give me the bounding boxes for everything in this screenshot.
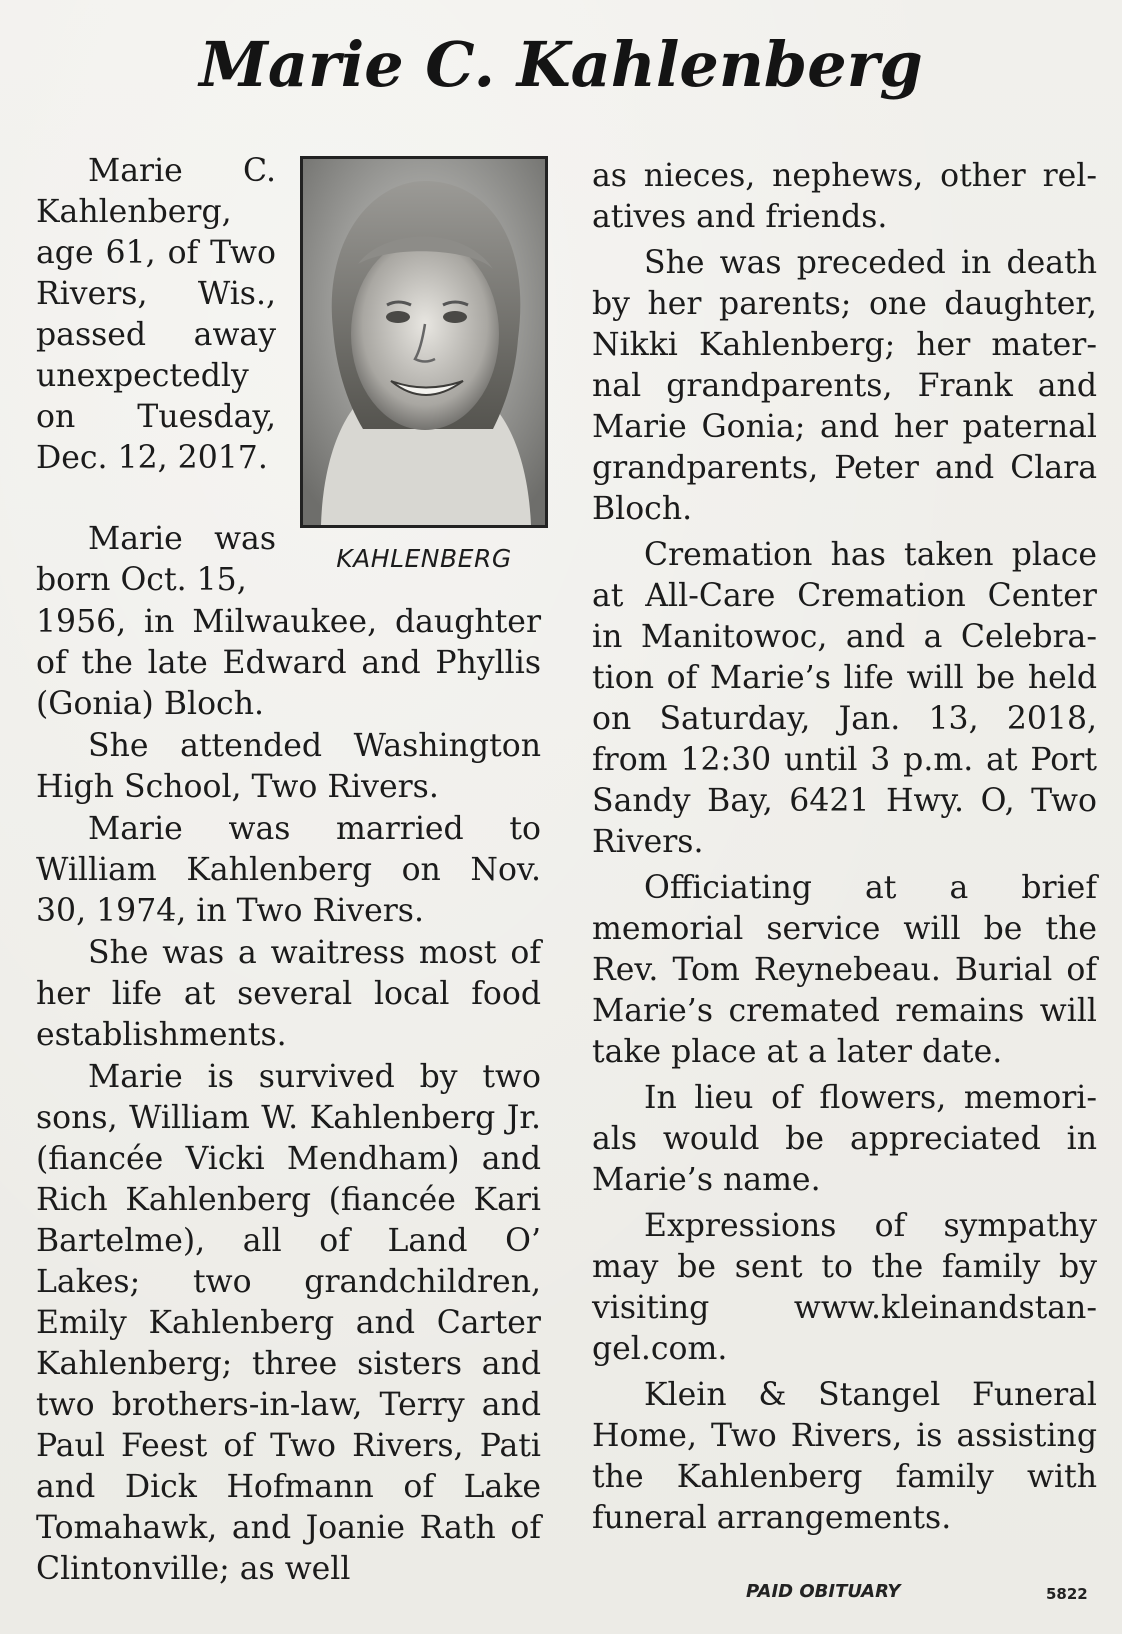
photo-caption: KAHLENBERG (336, 544, 512, 573)
left-column-bottom (36, 519, 541, 1590)
paragraph-married: Marie was married to William Kahlenberg on Nov. 30, 1974, in Two Rivers. (36, 811, 541, 929)
paragraph-memorials: In lieu of flowers, memorials would be appreciated in Marie’s name. (592, 1080, 1097, 1198)
paragraph-survivors: Marie is survived by two sons, William W. Kahlenberg Jr. (fiancée Vicki Mendham) and Rich Kahlenberg (fiancée Kari Bartelme), all of Land O’ Lakes; two grandchildren, Emily Kahlenberg and Carter Kahlenberg; three sisters and two brothers-in-law, Terry and Paul Feest of Two Rivers, Pati and Dick Hofmann of Lake Tomahawk, and Joanie Rath of Clintonville; as well (36, 1059, 541, 1587)
paid-obituary-label: PAID OBITUARY (746, 1581, 901, 1602)
paragraph-born-rest: 1956, in Milwaukee, daughter of the late Edward and Phyllis (Gonia) Bloch. (36, 604, 541, 722)
right-column (592, 156, 1097, 1539)
paragraph-relatives: as nieces, nephews, other relatives and friends. (592, 158, 1097, 235)
paragraph-preceded: She was preceded in death by her parents; one daughter, Nikki Kahlenberg; her maternal grandparents, Frank and Marie Gonia; and her paternal grandparents, Peter and Clara Bloch. (592, 245, 1097, 527)
portrait-photo (300, 156, 548, 528)
paragraph-born-start: Marie was born Oct. 15, (36, 521, 276, 598)
paragraph-officiating: Officiating at a brief memorial service will be the Rev. Tom Reynebeau. Burial of Marie’s cremated remains will take place at a later date. (592, 870, 1097, 1070)
ad-number: 5822 (1046, 1585, 1088, 1603)
paragraph-cremation: Cremation has taken place at All-Care Cremation Center in Manitowoc, and a Celebration of Marie’s life will be held on Saturday, Jan. 13, 2018, from 12:30 until 3 p.m. at Port Sandy Bay, 6421 Hwy. O, Two Rivers. (592, 537, 1097, 860)
paragraph-school: She attended Washington High School, Two Rivers. (36, 728, 541, 805)
left-column-top (36, 151, 276, 479)
paragraph-sympathy: Expressions of sympathy may be sent to the family by visiting www.kleinandstangel.com. (592, 1208, 1097, 1367)
paragraph-funeral-home: Klein & Stangel Funeral Home, Two Rivers, is assisting the Kahlenberg family with funeral arrangements. (592, 1377, 1097, 1536)
paragraph-work: She was a waitress most of her life at several local food establishments. (36, 935, 541, 1053)
portrait-image (303, 159, 545, 525)
obituary-title: Marie C. Kahlenberg (199, 28, 923, 101)
paragraph-intro: Marie C. Kahlenberg, age 61, of Two Rivers, Wis., passed away unexpectedly on Tuesday, Dec. 12, 2017. (36, 153, 276, 476)
